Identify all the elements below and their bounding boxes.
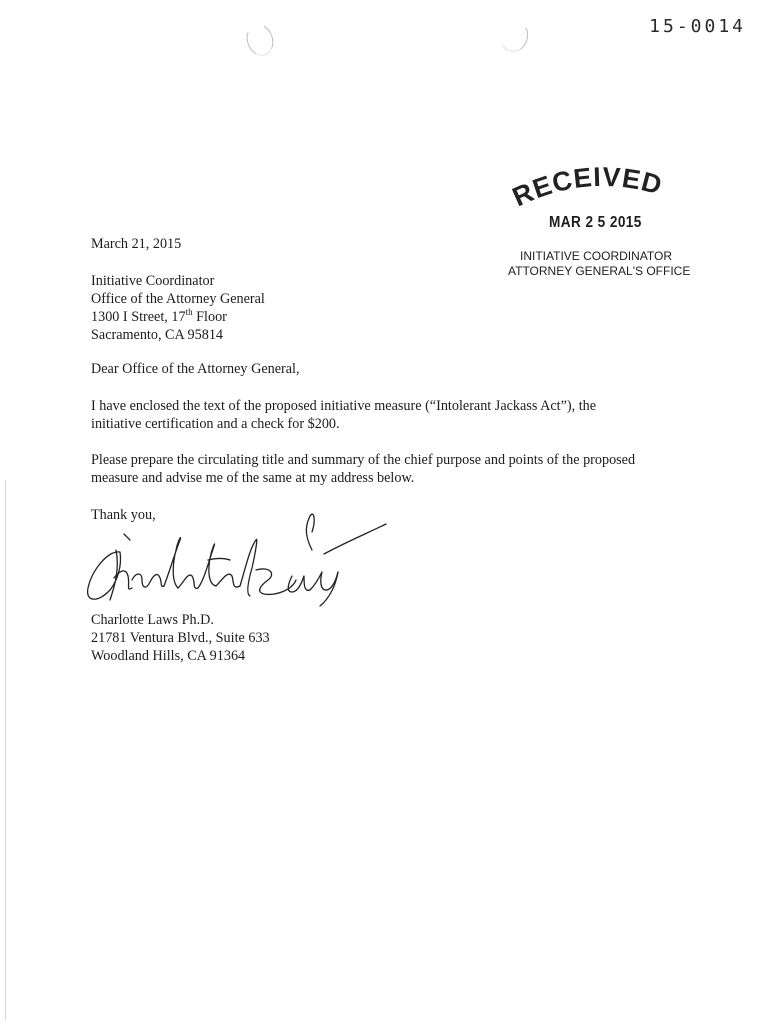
- handwritten-signature: [80, 510, 390, 610]
- sender-address-line: 21781 Ventura Blvd., Suite 633: [91, 630, 270, 646]
- paragraph-line: I have enclosed the text of the proposed initiative measure (“Intolerant Jackass Act”), the: [91, 398, 597, 414]
- letter-date: March 21, 2015: [91, 236, 182, 252]
- paragraph-line: Please prepare the circulating title and summary of the chief purpose and points of the proposed: [91, 452, 636, 468]
- sender-block: [91, 611, 270, 665]
- recipient-line: Initiative Coordinator: [91, 273, 215, 289]
- sender-address-line: Woodland Hills, CA 91364: [91, 648, 246, 664]
- paragraph: [91, 451, 635, 487]
- recipient-street: [91, 308, 265, 326]
- recipient-line: Office of the Attorney General: [91, 291, 265, 307]
- street-ordinal: th: [185, 307, 193, 317]
- street-text: 1300 I Street, 17: [91, 309, 186, 325]
- closing: Thank you,: [91, 507, 156, 523]
- svg-text:RECEIVED: RECEIVED: [508, 161, 666, 213]
- scan-edge-line: [5, 480, 6, 1020]
- paragraph-line: initiative certification and a check for $200.: [91, 416, 340, 432]
- punch-hole-mark: [496, 17, 531, 55]
- paragraph: [91, 397, 596, 433]
- recipient-line: Sacramento, CA 95814: [91, 327, 224, 343]
- stamp-office-line1: INITIATIVE COORDINATOR: [520, 249, 673, 263]
- salutation: Dear Office of the Attorney General,: [91, 361, 300, 377]
- received-stamp: [498, 158, 698, 288]
- recipient-address: [91, 272, 265, 344]
- punch-hole-mark: [242, 21, 277, 60]
- street-floor: Floor: [192, 309, 227, 325]
- received-stamp-word: [508, 158, 688, 218]
- file-number: 15-0014: [649, 16, 746, 37]
- stamp-office-line2: ATTORNEY GENERAL'S OFFICE: [508, 264, 691, 278]
- received-date: MAR 2 5 2015: [549, 214, 642, 231]
- paragraph-line: measure and advise me of the same at my address below.: [91, 470, 415, 486]
- sender-name: Charlotte Laws Ph.D.: [91, 612, 214, 628]
